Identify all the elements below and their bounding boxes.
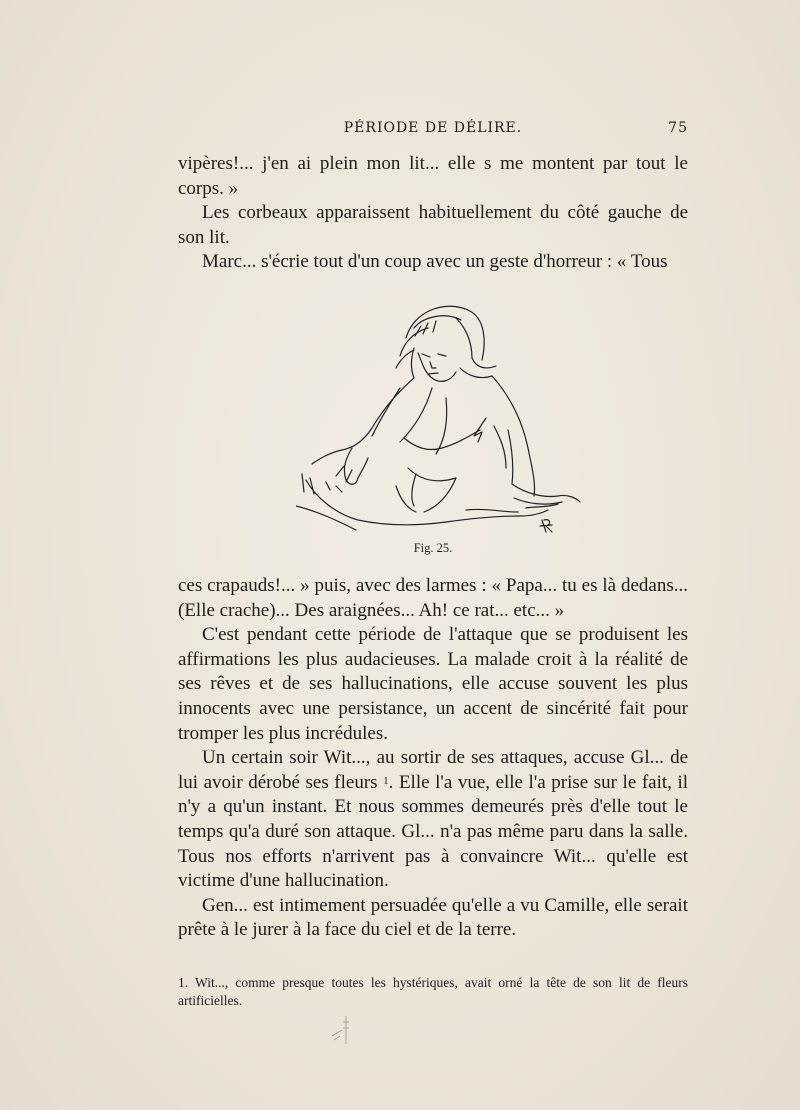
- text-after-figure: [178, 574, 688, 943]
- paragraph: Marc... s'écrie tout d'un coup avec un geste d'horreur : « Tous: [202, 251, 668, 273]
- running-header: [178, 120, 688, 142]
- figure-caption: Fig. 25.: [413, 541, 453, 555]
- text-before-figure: [178, 152, 688, 275]
- footnote: 1. Wit..., comme presque toutes les hystériques, avait orné la tête de son lit de fleurs artificielles.: [178, 975, 688, 1008]
- paragraph-text: Un certain soir Wit..., au sortir de ses attaques, accuse Gl... de lui avoir dérobé ses fleurs: [178, 747, 688, 793]
- figure-illustration: [296, 298, 586, 536]
- running-title: PÉRIODE DE DÉLIRE.: [343, 120, 523, 136]
- paragraph: Un certain soir Wit..., au sortir de ses attaques, accuse Gl... de lui avoir dérobé ses fleurs $^1$. Elle l'a vue, elle l'a prise sur le fait, il n'y a qu'un instant. Et nous sommes demeurés près d'elle tout le temps qu'a duré son attaque. Gl... n'a pas même paru dans la salle. Tous nos efforts n'arrivent pas à convaincre Wit... qu'elle est victime d'une hallucination.: [178, 747, 689, 892]
- paragraph: C'est pendant cette période de l'attaque que se produisent les affirmations les plus audacieuses. La malade croit à la réalité de ses rêves et de ses hallucinations, elle accuse souvent les plus innocents avec une persistance, un accent de sincérité fait pour tromper les plus incrédules.: [178, 624, 688, 744]
- paragraph: vipères!... j'en ai plein mon lit... elle s me montent par tout le corps. »: [178, 153, 688, 199]
- footnote-marker: 1: [383, 774, 389, 787]
- paragraph: Gen... est intimement persuadée qu'elle a vu Camille, elle serait prête à le jurer à la face du ciel et de la terre.: [178, 894, 688, 941]
- printer-mark-icon: [326, 1016, 366, 1046]
- woman-at-bed-drawing: [296, 298, 586, 536]
- paragraph: Les corbeaux apparaissent habituellement du côté gauche de son lit.: [178, 202, 688, 248]
- paragraph: ces crapauds!... » puis, avec des larmes : « Papa... tu es là dedans... (Elle crache)... Des araignées... Ah! ce rat... etc... »: [178, 575, 688, 621]
- page-number: 75: [668, 120, 688, 136]
- paragraph-text: Elle l'a vue, elle l'a prise sur le fait, il n'y a qu'un instant. Et nous sommes demeurés près d'elle tout le temps qu'a duré son attaque. Gl... n'a pas même paru dans la salle. Tous nos efforts n'arrivent pas à convaincre Wit... qu'elle est victime d'une hallucination.: [178, 771, 689, 892]
